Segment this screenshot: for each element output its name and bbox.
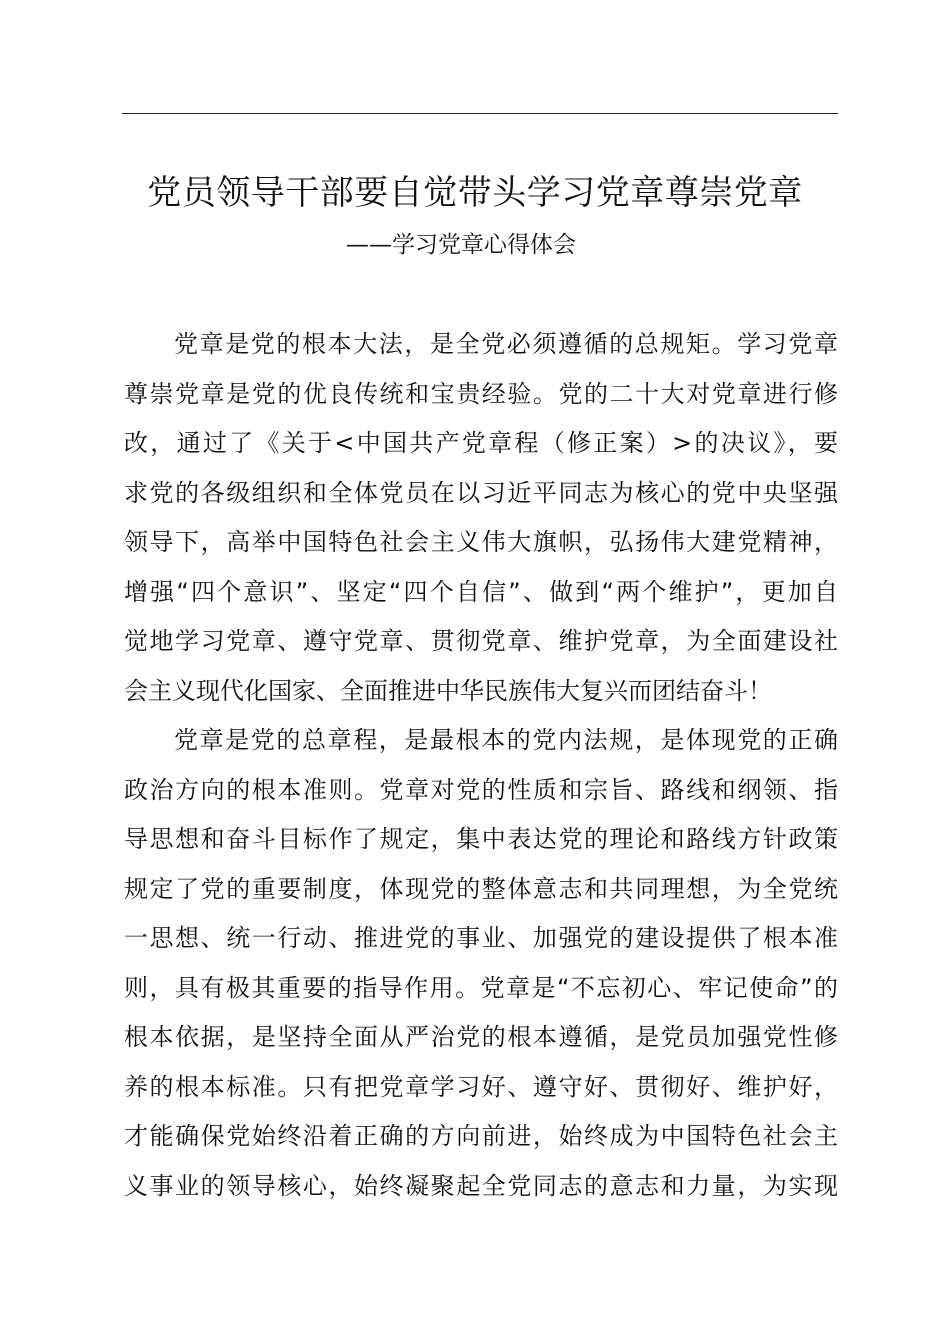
text-line: 尊崇党章是党的优良传统和宝贵经验。党的二十大对党章进行修 (124, 379, 838, 408)
text-line: 求党的各级组织和全体党员在以习近平同志为核心的党中央坚强 (124, 478, 838, 507)
text-line: 导思想和奋斗目标作了规定，集中表达党的理论和路线方针政策 (124, 825, 838, 853)
text-line: 党章是党的总章程，是最根本的党内法规，是体现党的正确 (174, 726, 838, 754)
text-line: 规定了党的重要制度，体现党的整体意志和共同理想，为全党统 (124, 874, 838, 903)
text-line: 根本依据，是坚持全面从严治党的根本遵循，是党员加强党性修 (124, 1023, 838, 1051)
text-line: 增强“四个意识”、坚定“四个自信”、做到“两个维护”，更加自 (124, 577, 838, 606)
text-line: 会主义现代化国家、全面推进中华民族伟大复兴而团结奋斗！ (124, 676, 772, 705)
document-body (124, 320, 838, 1211)
text-line: 则，具有极其重要的指导作用。党章是“不忘初心、牢记使命”的 (124, 973, 838, 1002)
text-line: 党章是党的根本大法，是全党必须遵循的总规矩。学习党章 (174, 330, 838, 358)
text-line: 改，通过了《关于<中国共产党章程（修正案）>的决议》，要 (124, 429, 838, 457)
text-line: 养的根本标准。只有把党章学习好、遵守好、贯彻好、维护好， (124, 1072, 838, 1101)
text-line: 觉地学习党章、遵守党章、贯彻党章、维护党章，为全面建设社 (124, 627, 838, 655)
document-title: 党员领导干部要自觉带头学习党章尊崇党章 (147, 173, 803, 213)
text-line: 才能确保党始终沿着正确的方向前进，始终成为中国特色社会主 (124, 1122, 838, 1150)
document-subtitle: ——学习党章心得体会 (346, 232, 576, 258)
header-rule (122, 113, 838, 114)
text-line: 领导下，高举中国特色社会主义伟大旗帜，弘扬伟大建党精神， (124, 528, 838, 556)
text-line: 一思想、统一行动、推进党的事业、加强党的建设提供了根本准 (124, 924, 838, 952)
paragraph-1 (124, 320, 838, 716)
paragraph-2 (124, 716, 838, 1211)
text-line: 义事业的领导核心，始终凝聚起全党同志的意志和力量，为实现 (124, 1171, 838, 1200)
text-line: 政治方向的根本准则。党章对党的性质和宗旨、路线和纲领、指 (124, 775, 838, 804)
